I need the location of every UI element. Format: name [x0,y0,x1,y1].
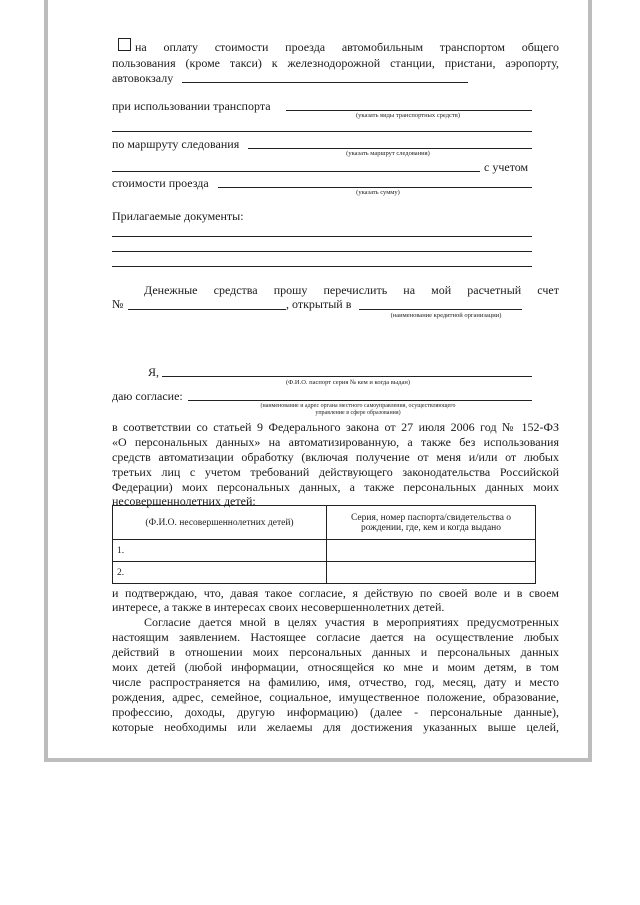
consent-para-line-4: третьих лиц с учетом требований действующего законодательства Российской [112,465,559,479]
row-info[interactable] [327,562,536,584]
purpose-line-6: рождения, адрес, семейное, социальное, имущественное положение, образование, [112,690,559,704]
with-account-text: с учетом [484,160,529,174]
attachments-line-1[interactable] [112,236,532,237]
vehicle-hint: (указать виды транспортных средств) [356,112,460,119]
confirm-line-1: и подтверждаю, что, давая такое согласие, я действую по своей воле и в своем [112,586,559,600]
row-number[interactable]: 1. [113,540,327,562]
fio-hint: (Ф.И.О. паспорт серия № кем и когда выдан) [285,379,411,386]
consent-para-line-5: Федерации) моих персональных данных, а также персональных данных моих [112,480,559,494]
bank-hint: (наименование кредитной организации) [390,312,502,319]
attachments-line-3[interactable] [112,266,532,267]
table-row [113,562,536,584]
account-number-sign: № [112,297,124,311]
bus-station-field[interactable] [182,82,468,83]
children-table [112,505,536,584]
purpose-line-1: Согласие дается мной в целях участия в мероприятиях предусмотренных [144,615,559,629]
transport-line-2: пользования (кроме такси) к железнодорожной станции, пристани, аэропорту, [112,56,559,70]
purpose-line-4: моих детей (любой информации, относящейся ко мне и моим детям, в том [112,660,559,674]
transport-line-1: на оплату стоимости проезда автомобильным транспортом общего [135,40,559,54]
vehicle-field-2[interactable] [112,131,532,132]
payment-line-1: Денежные средства прошу перечислить на мой расчетный счет [144,283,559,297]
org-field[interactable] [188,400,532,401]
consent-para-line-3: средств автоматизации обработку (включая получение от меня и/или от любых [112,450,559,464]
attachments-label: Прилагаемые документы: [112,209,244,223]
consent-i: Я, [148,365,160,379]
transport-line-3: автовокзалу [112,71,174,85]
header-fio: (Ф.И.О. несовершеннолетних детей) [113,506,327,540]
consent-para-line-6: несовершеннолетних детей: [112,494,256,508]
vehicle-label: при использовании транспорта [112,99,271,113]
cost-field[interactable] [218,187,532,188]
account-number-field[interactable] [128,309,286,310]
confirm-line-2: интересе, а также в интересах своих несовершеннолетних детей. [112,600,445,614]
cost-label: стоимости проезда [112,176,209,190]
route-field[interactable] [248,148,532,149]
table-row [113,540,536,562]
transport-checkbox[interactable] [118,38,131,51]
children-table-header [113,506,536,540]
row-info[interactable] [327,540,536,562]
cost-hint: (указать сумму) [356,189,400,196]
route-field-2[interactable] [112,171,480,172]
header-passport: Серия, номер паспорта/свидетельства о рождении, где, кем и когда выдано [327,506,536,540]
route-label: по маршруту следования [112,137,240,151]
opened-in-text: , открытый в [286,297,352,311]
row-number[interactable]: 2. [113,562,327,584]
purpose-line-5: числе распространяется на фамилию, имя, отчество, год, месяц, дату и место [112,675,559,689]
org-hint [208,403,508,417]
vehicle-field[interactable] [286,110,532,111]
attachments-line-2[interactable] [112,251,532,252]
purpose-line-2: настоящим заявлением. Настоящее согласие дается на осуществление любых [112,630,559,644]
route-hint: (указать маршрут следования) [346,150,430,157]
give-consent-label: даю согласие: [112,389,183,403]
consent-para-line-2: «О персональных данных» на автоматизированную, а также без использования [112,435,559,449]
fio-field[interactable] [162,376,532,377]
org-hint-line-1: (наименование и адрес органа местного самоуправления, осуществляющего [260,403,456,409]
purpose-line-7: профессию, доходы, другую информацию) (далее - персональные данные), [112,705,559,719]
bank-field[interactable] [359,309,522,310]
consent-para-line-1: в соответствии со статьей 9 Федерального закона от 27 июля 2006 год № 152-ФЗ [112,420,559,434]
document-page [44,0,592,762]
purpose-line-8: которые необходимы или желаемы для достижения указанных выше целей, [112,720,559,734]
org-hint-line-2: управление в сфере образования) [315,410,401,416]
purpose-line-3: действий в отношении моих персональных данных и персональных данных [112,645,559,659]
